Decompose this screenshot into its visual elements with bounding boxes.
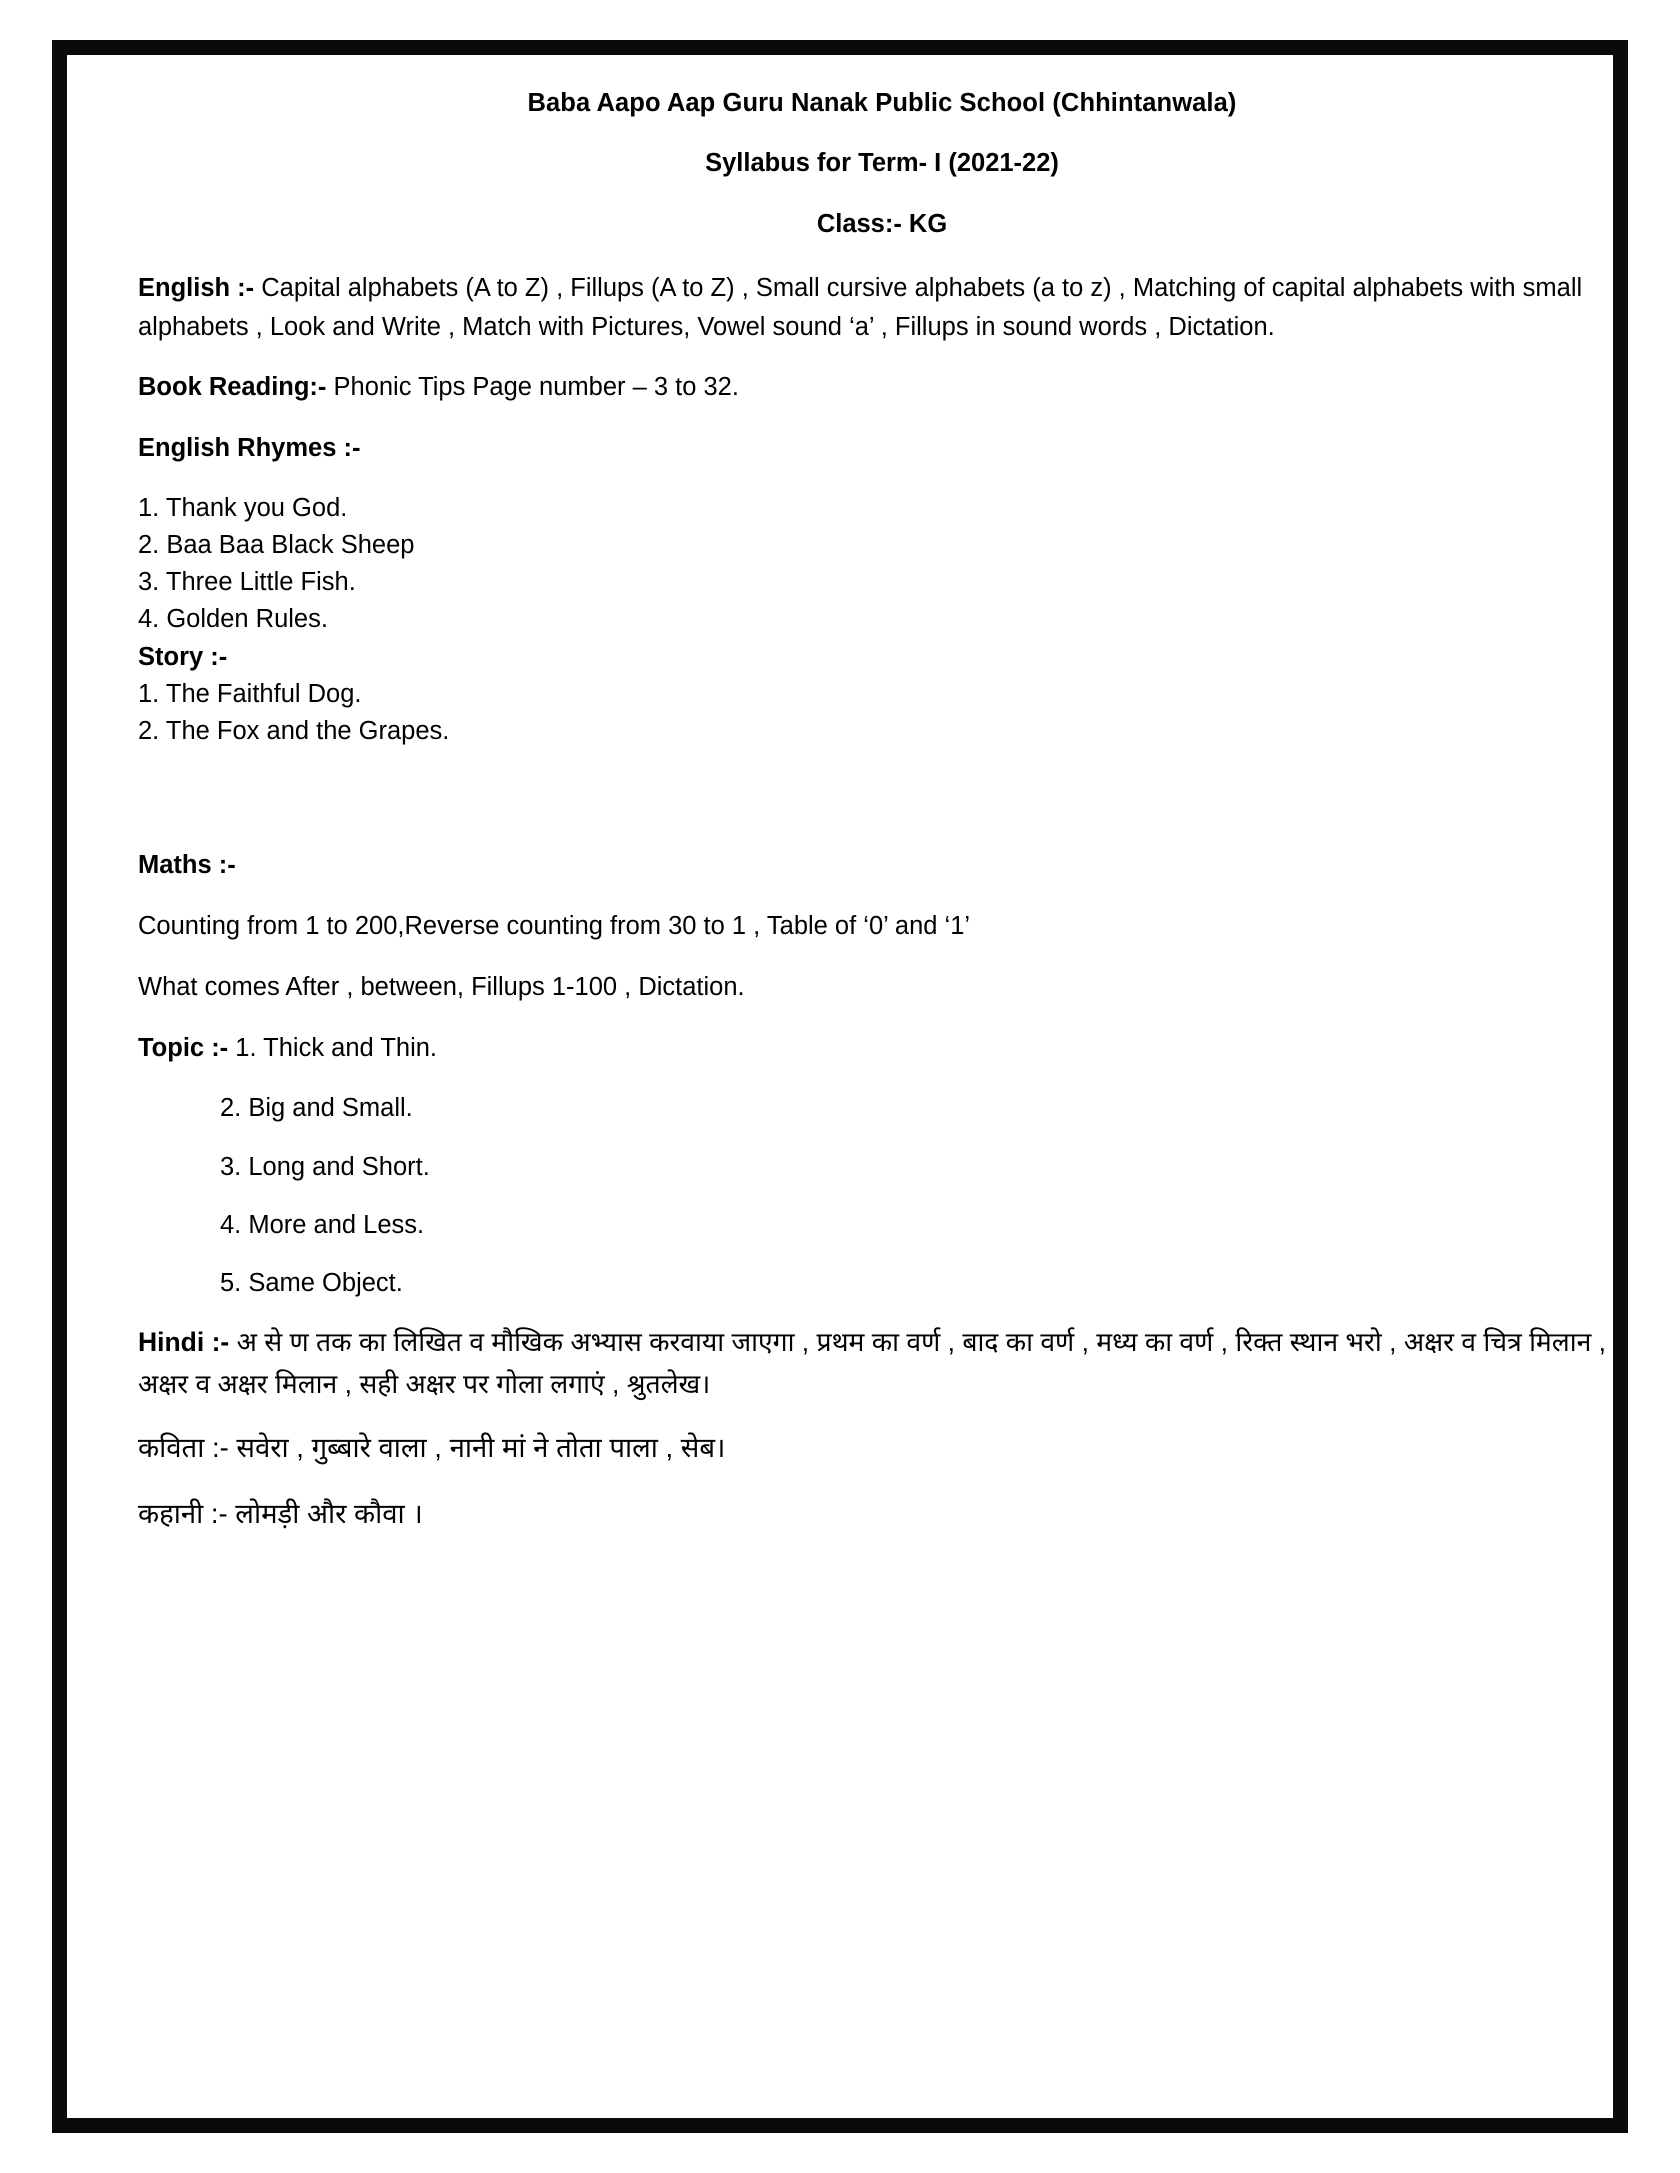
maths-label: Maths :- <box>138 851 236 880</box>
kahani-text: लोमड़ी और कौवा । <box>227 1498 423 1529</box>
document-content <box>42 38 1680 1598</box>
topic-first-text: 1. Thick and Thin. <box>228 1033 438 1062</box>
topic-label: Topic :- <box>138 1033 229 1062</box>
story-heading <box>138 639 1626 676</box>
english-rhymes-label: English Rhymes :- <box>138 434 361 462</box>
maths-heading <box>138 846 1626 885</box>
book-reading-text: Phonic Tips Page number – 3 to 32. <box>326 373 739 402</box>
list-item: 1. The Faithful Dog. <box>138 679 362 708</box>
hindi-kahani-section <box>138 1492 1626 1536</box>
topic-item: 3. Long and Short. <box>220 1152 430 1181</box>
english-label: English :- <box>138 273 255 302</box>
hindi-text: अ से ण तक का लिखित व मौखिक अभ्यास करवाया जाएगा , प्रथम का वर्ण , बाद का वर्ण , मध्य का वर्ण , रिक्त स्थान भरो , अक्षर व चित्र मिलान , अक्षर व अक्षर मिलान , सही अक्षर पर गोला लगाएं , श्रुतलेख। <box>138 1327 1607 1400</box>
syllabus-subtitle: Syllabus for Term- I (2021-22) <box>705 149 1059 178</box>
english-text: Capital alphabets (A to Z) , Fillups (A to Z) , Small cursive alphabets (a to z) , Matching of capital alphabets with small alphabets , Look and Write , Match with Pictures, Vowel sound ‘a’ , Fillups in sound words , Dictation. <box>138 273 1583 341</box>
list-item: 1. Thank you God. <box>138 493 348 522</box>
list-item: 2. The Fox and the Grapes. <box>138 717 450 746</box>
list-item: 3. Three Little Fish. <box>138 568 356 597</box>
topic-item: 2. Big and Small. <box>220 1094 413 1123</box>
hindi-section <box>138 1322 1626 1406</box>
kavita-label: कविता :- <box>138 1432 229 1463</box>
book-reading-label: Book Reading:- <box>138 373 327 402</box>
book-reading-section <box>138 368 1626 407</box>
english-section <box>138 269 1626 347</box>
maths-topic-first <box>138 1029 1626 1068</box>
topic-item: 4. More and Less. <box>220 1210 425 1239</box>
english-rhymes-heading <box>138 429 1626 468</box>
list-item: 4. Golden Rules. <box>138 605 328 634</box>
maths-line-1: Counting from 1 to 200,Reverse counting from 30 to 1 , Table of ‘0’ and ‘1’ <box>138 912 971 941</box>
hindi-kavita-section <box>138 1426 1626 1470</box>
story-label: Story :- <box>138 642 228 671</box>
school-title: Baba Aapo Aap Guru Nanak Public School (Chhintanwala) <box>527 89 1237 117</box>
kahani-label: कहानी :- <box>138 1498 228 1529</box>
topic-item: 5. Same Object. <box>220 1269 403 1298</box>
hindi-label: Hindi :- <box>138 1327 230 1358</box>
maths-line-2: What comes After , between, Fillups 1-100 , Dictation. <box>138 972 745 1001</box>
section-spacer <box>138 750 1626 846</box>
class-line: Class:- KG <box>816 209 948 238</box>
kavita-text: सवेरा , गुब्बारे वाला , नानी मां ने तोता पाला , सेब। <box>228 1432 726 1463</box>
list-item: 2. Baa Baa Black Sheep <box>138 530 415 559</box>
